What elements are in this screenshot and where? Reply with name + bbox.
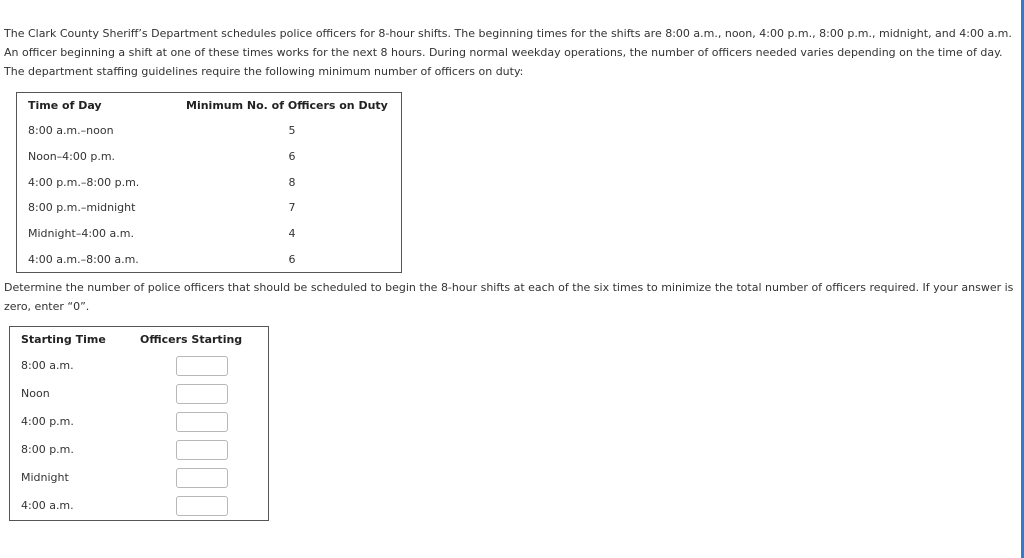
starting-time-header: Starting Time [21,333,106,346]
starting-time-cell: Noon [21,387,50,400]
staffing-time-cell: 4:00 p.m.–8:00 p.m. [28,176,140,189]
staffing-table [16,92,402,273]
staffing-min-cell: 4 [288,227,296,240]
min-officers-header: Minimum No. of Officers on Duty [186,99,388,112]
staffing-time-cell: 8:00 a.m.–noon [28,124,114,137]
staffing-time-cell: Midnight–4:00 a.m. [28,227,134,240]
staffing-min-cell: 5 [288,124,296,137]
staffing-time-cell: 4:00 a.m.–8:00 a.m. [28,253,139,266]
officers-input-midnight[interactable] [176,468,228,488]
instruction-paragraph: Determine the number of police officers that should be scheduled to begin the 8-hour shifts at each of the six times to minimize the total number of officers required. If your answer is zero, enter “0”. [4,281,1014,313]
staffing-min-cell: 7 [288,201,296,214]
starting-time-cell: Midnight [21,471,69,484]
officers-input-8am[interactable] [176,356,228,376]
officers-input-8pm[interactable] [176,440,228,460]
staffing-min-cell: 8 [288,176,296,189]
staffing-time-cell: Noon–4:00 p.m. [28,150,116,163]
officers-input-4am[interactable] [176,496,228,516]
staffing-min-cell: 6 [288,150,296,163]
officers-starting-header: Officers Starting [140,333,243,346]
intro-paragraph: The Clark County Sheriff’s Department schedules police officers for 8-hour shifts. The beginning times for the shifts are 8:00 a.m., noon, 4:00 p.m., 8:00 p.m., midnight, and 4:00 a.m. An officer beginning a shift at one of these times works for the next 8 hours. During normal weekday operations, the number of officers needed varies depending on the time of day. The department staffing guidelines require the following minimum number of officers on duty: [4,27,1012,78]
officers-input-noon[interactable] [176,384,228,404]
staffing-time-cell: 8:00 p.m.–midnight [28,201,136,214]
schedule-table [9,326,269,521]
starting-time-cell: 4:00 p.m. [21,415,74,428]
starting-time-cell: 4:00 a.m. [21,499,74,512]
starting-time-cell: 8:00 p.m. [21,443,74,456]
staffing-min-cell: 6 [288,253,296,266]
time-of-day-header: Time of Day [28,99,102,112]
officers-input-4pm[interactable] [176,412,228,432]
starting-time-cell: 8:00 a.m. [21,359,74,372]
